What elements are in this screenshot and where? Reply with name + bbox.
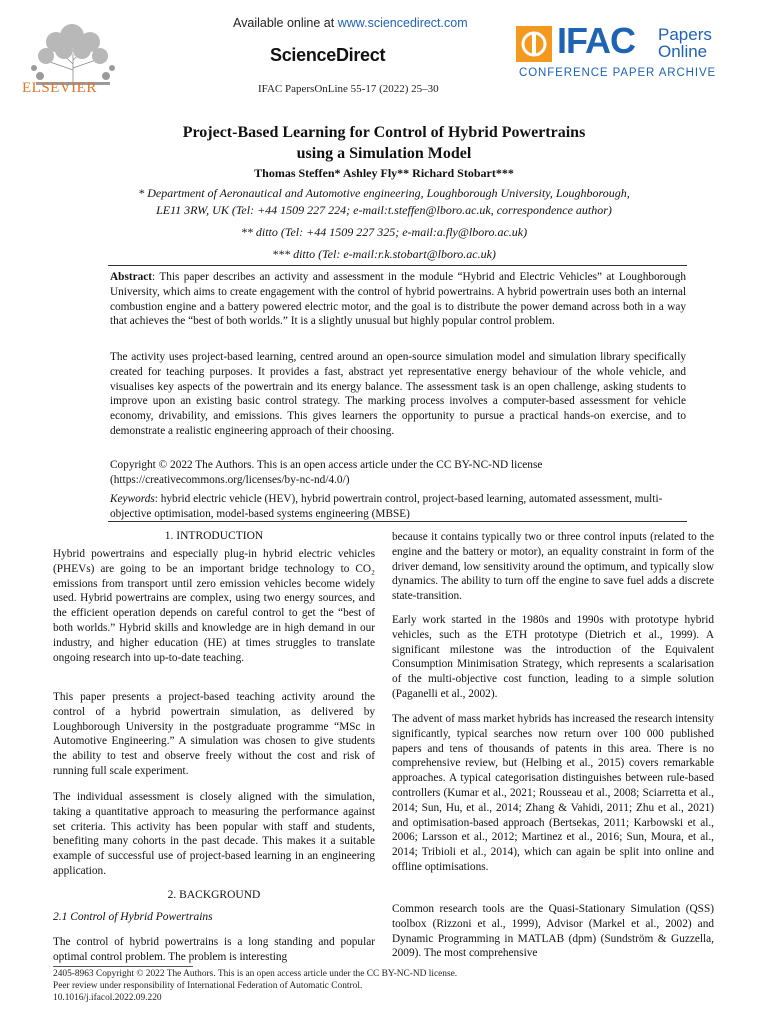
right-paragraph-2: Early work started in the 1980s and 1990s with prototype hybrid vehicles, such as the ETH prototype (Dietrich et al., 1999). A significant milestone was the introduction of the Equivalent Consumption Minimisation Strategy, which represents a scalarisation of the multi-objective cost function, leading to a simple solution (Paganelli et al., 2002). (392, 614, 714, 700)
footer-peer-review: Peer review under responsibility of International Federation of Automatic Control. (53, 981, 363, 991)
authors: Thomas Steffen* Ashley Fly** Richard Stobart*** (254, 166, 514, 180)
right-paragraph-4: Common research tools are the Quasi-Stationary Simulation (QSS) toolbox (Rizzoni et al., 1999), Advisor (Markel et al., 2002) and Dynamic Programming in MATLAB (dpm) (Sundström & Guzzella, 2009). The most comprehensive (392, 903, 714, 960)
ifac-papers-label: Papers (658, 25, 712, 44)
title-line-2: using a Simulation Model (296, 145, 472, 162)
intro-heading: 1. INTRODUCTION (164, 530, 264, 542)
affiliation-3: *** ditto (Tel: e-mail:r.k.stobart@lboro.ac.uk) (272, 247, 496, 261)
right-paragraph-1: because it contains typically two or three control inputs (related to the engine and the battery or motor), an equality constraint in form of the driver demand, low sensitivity around the optimum, and typically slow dynamics. The ability to turn off the engine to save fuel adds a discrete state-transition. (392, 531, 714, 603)
abstract-label: Abstract (110, 271, 153, 283)
affiliation-1 (0, 185, 768, 219)
keywords (110, 492, 686, 522)
intro-paragraph-2: This paper presents a project-based teaching activity around the control of a hybrid powertrain simulation, as delivered by Loughborough University in the postgraduate programme “MSc in Automotive Engineering.” A simulation was chosen to give students the ability to test and observe freely without the cost and risk of running full scale experiment. (53, 691, 375, 777)
affiliation-1-line-2: LE11 3RW, UK (Tel: +44 1509 227 224; e-mail:t.steffen@lboro.ac.uk, correspondence author) (156, 203, 612, 217)
subsection-heading: 2.1 Control of Hybrid Powertrains (53, 911, 213, 923)
copyright-label: Copyright © 2022 (110, 459, 193, 471)
publisher-name: ELSEVIER (22, 80, 97, 96)
keywords-label: Keywords (110, 493, 155, 505)
sciencedirect-link[interactable]: www.sciencedirect.com (337, 16, 468, 30)
background-heading: 2. BACKGROUND (167, 889, 261, 901)
available-prefix: Available online at (233, 16, 338, 30)
intro-paragraph-3: The individual assessment is closely aligned with the simulation, taking a quantitative approach to measuring the performance against set criteria. This activity has been popular with staff and students, benefiting many cohorts in the past decade. This makes it a suitable example of successful use of project-based learning in an engineering application. (53, 791, 375, 877)
abstract-paragraph-2: The activity uses project-based learning, centred around an open-source simulation model and simulation library specifically created for teaching purposes. It provides a fast, abstract yet representative energy behaviour of the whole vehicle, and visualises key aspects of the powertrain and its energy balance. The assessment task is an open challenge, asking students to improve upon an existing basic control strategy. The marking process involves a computer-based assessment for vehicle economy, drivability, and emissions. This gives learners the opportunity to pursue a practical hands-on exercise, and to demonstrate a realistic engineering approach of their choosing. (110, 351, 686, 437)
copyright-text: The Authors. This is an open access article under the CC BY-NC-ND license (192, 459, 543, 471)
background-paragraph-1: The control of hybrid powertrains is a long standing and popular optimal control problem. The problem is interesting (53, 936, 375, 963)
ifac-wordmark: IFAC (557, 20, 636, 61)
title-line-1: Project-Based Learning for Control of Hybrid Powertrains (182, 124, 586, 141)
ifac-archive-label: CONFERENCE PAPER ARCHIVE (519, 67, 717, 79)
ifac-emblem-icon (516, 26, 552, 62)
copyright-notice (110, 458, 686, 488)
abstract-text-1: : This paper describes an activity and assessment in the module “Hybrid and Electric Vehicles” at Loughborough University, which aims to create engagement with the control of hybrid powertrains. A hybrid powertrain uses both an internal combustion engine and a battery powered electric motor, and the goal is to distribute the power demand across both in a way that achieves the “best of both worlds.” It is a slightly unusual but highly popular control problem. (110, 271, 686, 328)
footer-copyright: 2405-8963 Copyright © 2022 The Authors. This is an open access article under the CC BY-NC-ND license. (53, 969, 458, 979)
license-link[interactable]: (https://creativecommons.org/licenses/by-nc-nd/4.0/) (110, 473, 350, 486)
affiliation-2: ** ditto (Tel: +44 1509 227 325; e-mail:a.fly@lboro.ac.uk) (240, 225, 528, 239)
paper-title (0, 122, 768, 164)
platform-title: ScienceDirect (270, 45, 386, 65)
footer-divider (53, 966, 193, 967)
intro-paragraph-1: Hybrid powertrains and especially plug-in hybrid electric vehicles (PHEVs) are going to be an important bridge technology to CO₂ emissions from transport until zero emission vehicles become widely used. Hybrid powertrains are complex, using two energy sources, and the efficient operation depends on careful control to get the “best of both worlds.” Hybrid skills and knowledge are in high demand in our industry, and higher education (HE) at times struggles to translate ongoing research into up-to-date teaching. (53, 548, 375, 664)
available-online (233, 16, 468, 30)
journal-reference: IFAC PapersOnLine 55-17 (2022) 25–30 (258, 83, 439, 95)
keywords-text: : hybrid electric vehicle (HEV), hybrid powertrain control, project-based learning, automated assessment, multi-objective optimisation, model-based systems engineering (MBSE) (110, 493, 663, 520)
affiliation-1-line-1: * Department of Aeronautical and Automotive engineering, Loughborough University, Loughborough, (138, 186, 630, 200)
right-paragraph-3: The advent of mass market hybrids has increased the research intensity significantly, typical searches now return over 100 000 published papers and tens of thousands of patents in this area. There is no comprehensive review, but (Helbing et al., 2015) covers remarkable approaches. A typical categorisation distinguishes between rule-based controllers (Kumar et al., 2021; Rousseau et al., 2008; Sciarretta et al., 2014; Sun, Hu, et al., 2014; Zhang & Vahidi, 2011; Zhu et al., 2021) and optimisation-based approach (Bertsekas, 2011; Karbowski et al., 2006; Larsson et al., 2012; Martinez et al., 2016; Sun, Moura, et al., 2014; Tribioli et al., 2014), which can again be split into online and offline optimisations. (392, 713, 714, 873)
abstract-paragraph-1 (110, 270, 686, 329)
footer-doi[interactable]: 10.1016/j.ifacol.2022.09.220 (53, 993, 162, 1003)
ifac-online-label: Online (658, 42, 708, 61)
